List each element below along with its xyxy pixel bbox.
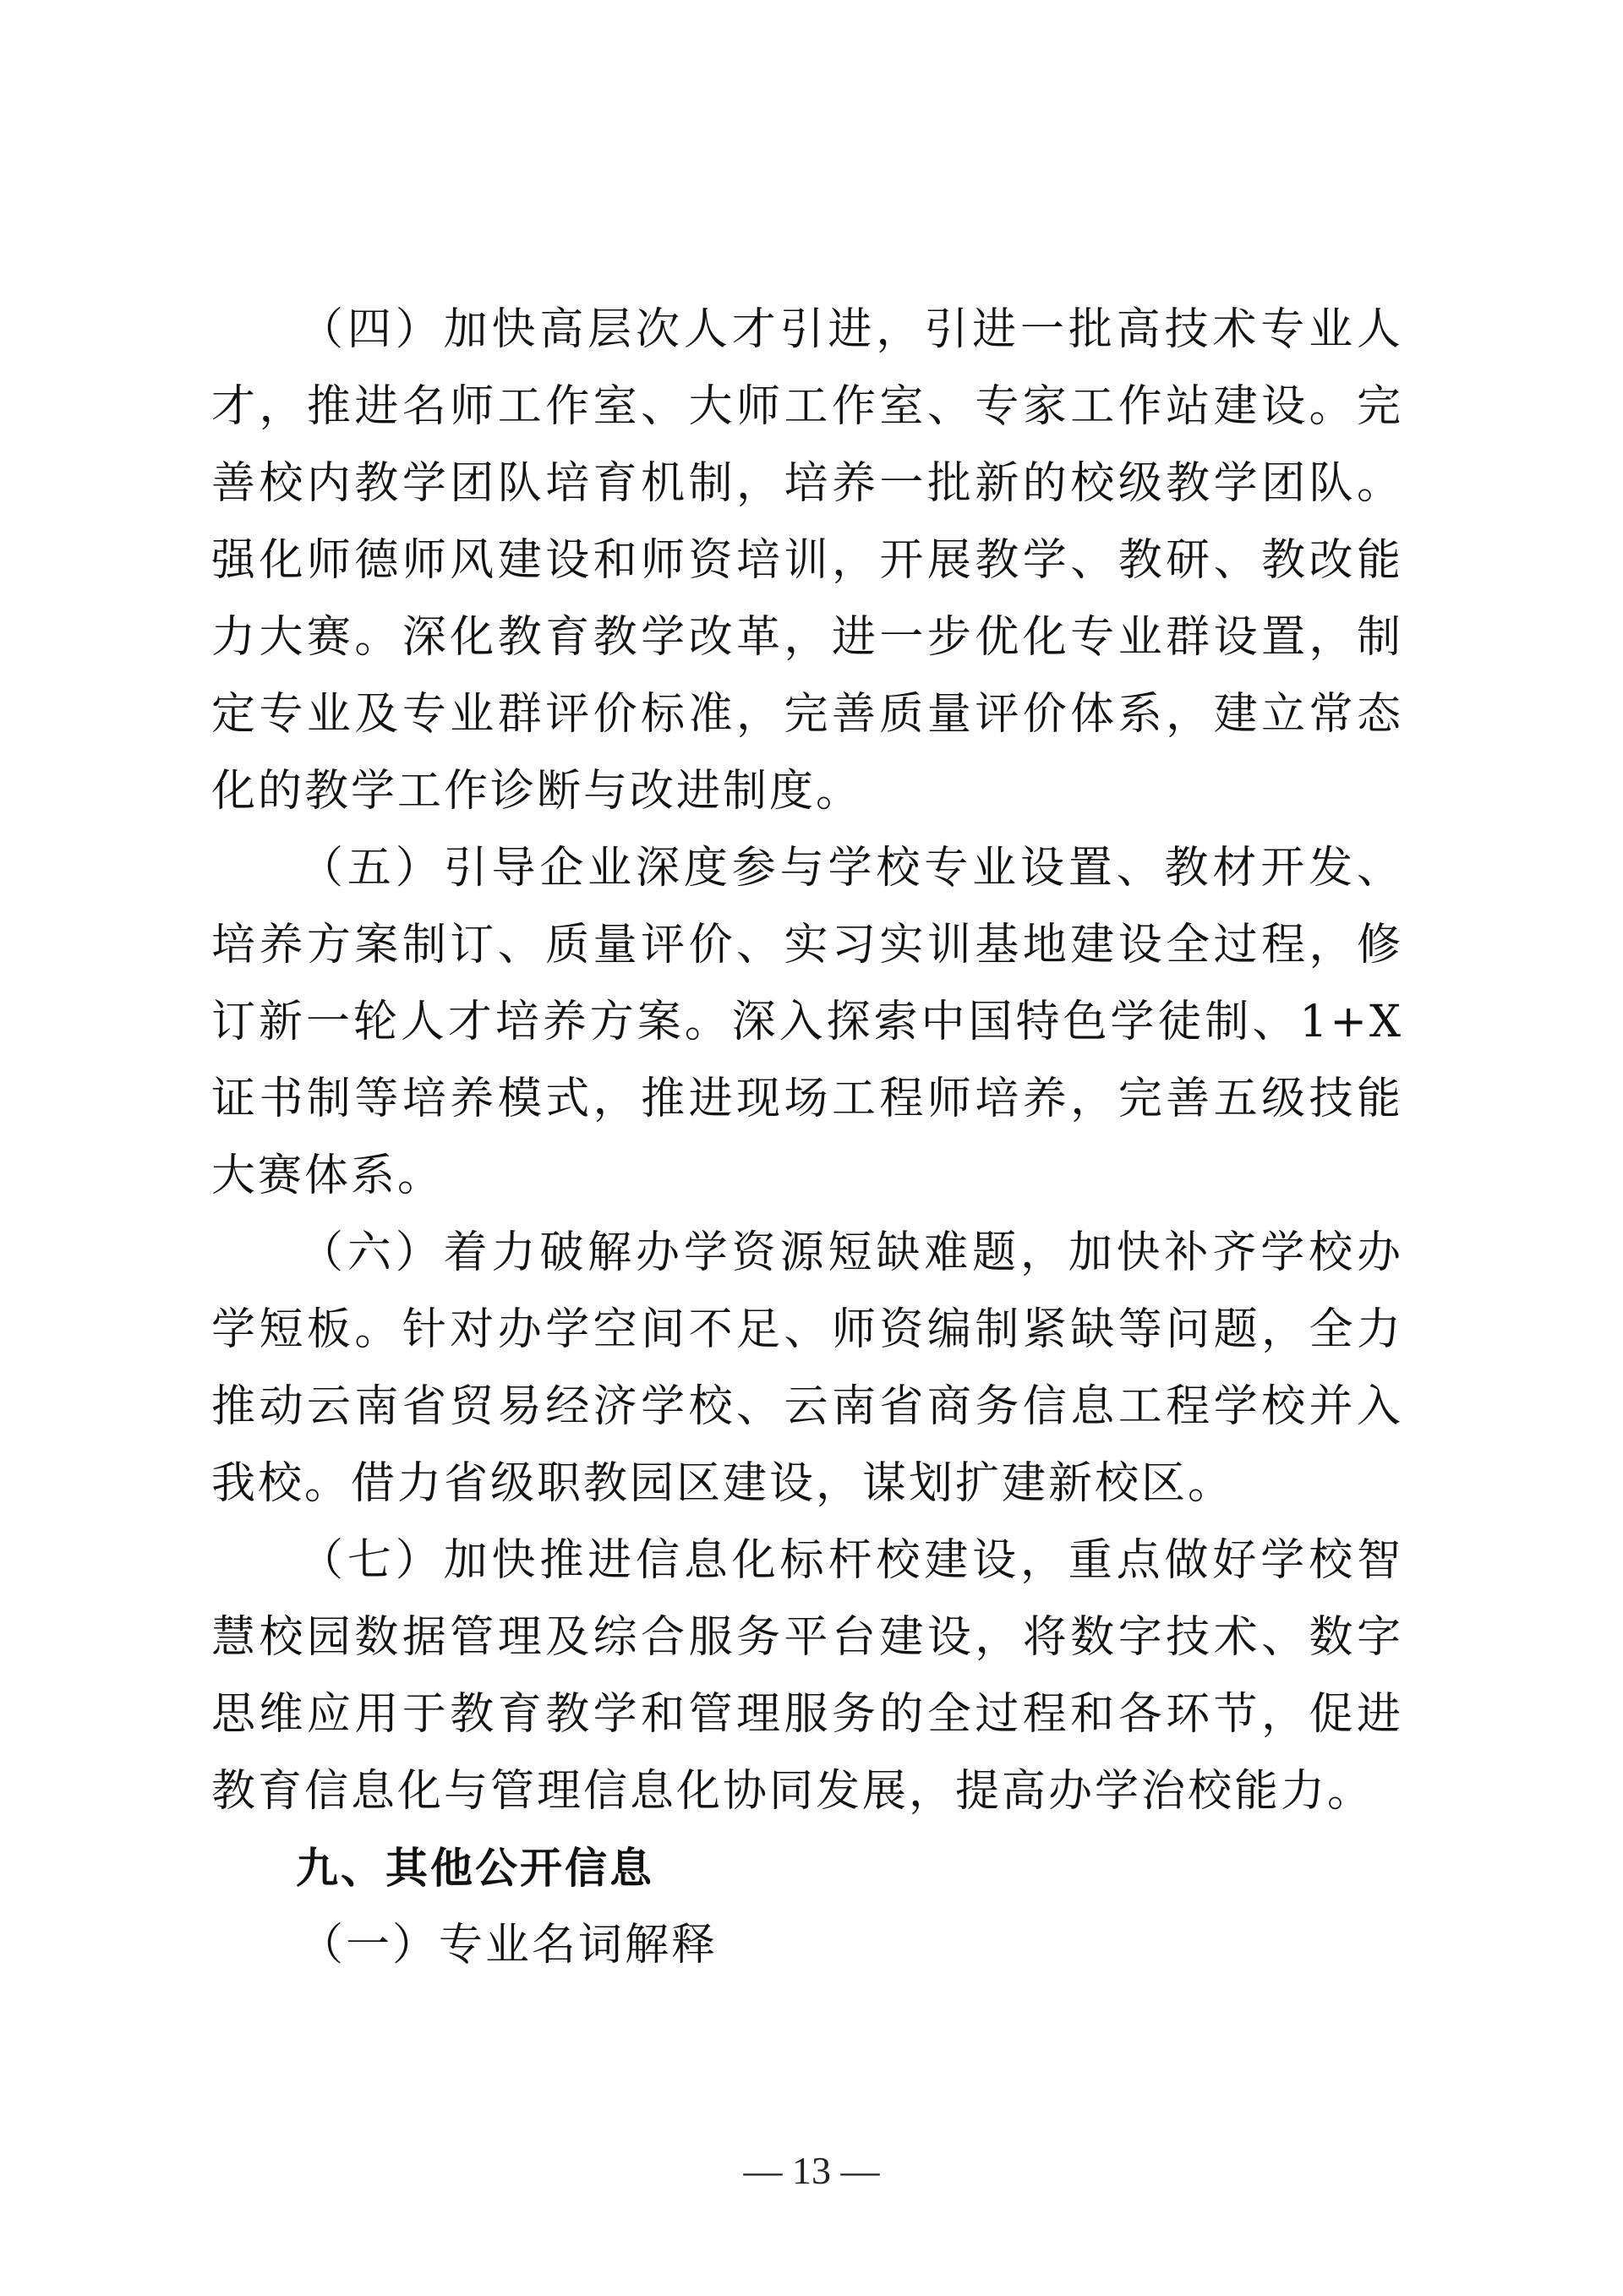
paragraph-6: （六）着力破解办学资源短缺难题，加快补齐学校办学短板。针对办学空间不足、师资编制紧缺等问题，全力推动云南省贸易经济学校、云南省商务信息工程学校并入我校。借力省级职教园区建设，谋划扩建新校区。 <box>211 1227 1403 1509</box>
paragraph-5: （五）引导企业深度参与学校专业设置、教材开发、培养方案制订、质量评价、实习实训基地建设全过程，修订新一轮人才培养方案。深入探索中国特色学徒制、1+X证书制等培养模式，推进现场工程师培养，完善五级技能大赛体系。 <box>211 843 1403 1201</box>
document-body <box>211 292 1403 1984</box>
section-heading: 九、其他公开信息 <box>296 1844 654 1893</box>
page-number: — 13 — <box>743 2149 880 2192</box>
paragraph-4: （四）加快高层次人才引进，引进一批高技术专业人才，推进名师工作室、大师工作室、专家工作站建设。完善校内教学团队培育机制，培养一批新的校级教学团队。强化师德师风建设和师资培训，开展教学、教研、教改能力大赛。深化教育教学改革，进一步优化专业群设置，制定专业及专业群评价标准，完善质量评价体系，建立常态化的教学工作诊断与改进制度。 <box>211 304 1403 817</box>
subsection-heading: （一）专业名词解释 <box>299 1920 719 1971</box>
paragraph-7: （七）加快推进信息化标杆校建设，重点做好学校智慧校园数据管理及综合服务平台建设，将数字技术、数字思维应用于教育教学和管理服务的全过程和各环节，促进教育信息化与管理信息化协同发展，提高办学治校能力。 <box>211 1535 1403 1817</box>
